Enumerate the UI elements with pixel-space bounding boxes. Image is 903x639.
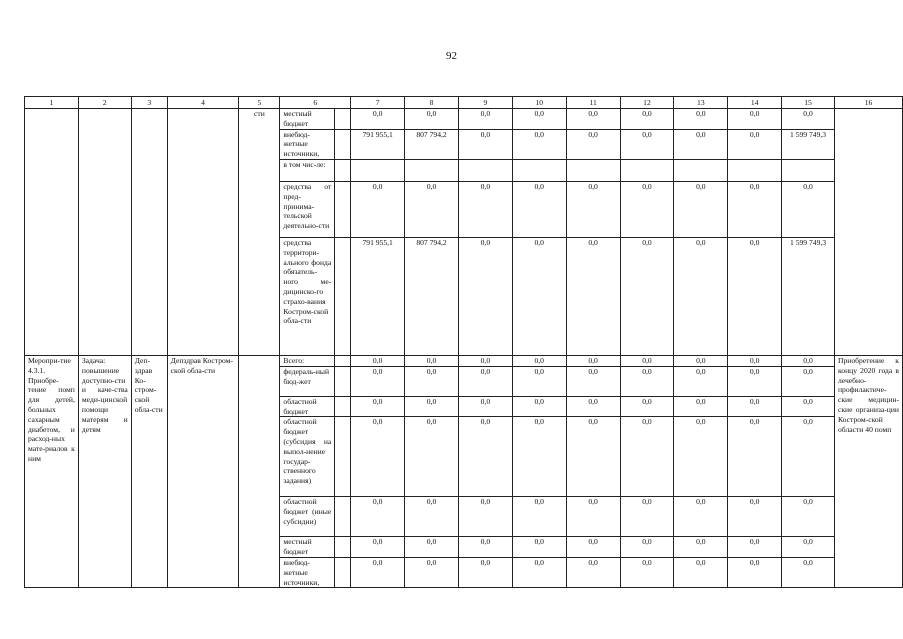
empty-cell [131, 109, 167, 356]
value-cell: 0,0 [674, 355, 728, 366]
value-cell: 0,0 [458, 366, 512, 396]
budget-table [24, 96, 903, 588]
value-cell: 1 599 749,3 [782, 129, 835, 159]
header-cell: 4 [167, 97, 239, 109]
value-cell [351, 159, 405, 181]
header-cell: 13 [674, 97, 728, 109]
value-cell: 0,0 [458, 237, 512, 355]
source-label: средства от пред-принима-тельской деятельно-сти [280, 181, 335, 237]
header-cell: 10 [512, 97, 566, 109]
source-label: в том чис-ле: [280, 159, 335, 181]
value-cell: 0,0 [512, 366, 566, 396]
value-cell: 0,0 [405, 181, 459, 237]
value-cell: 0,0 [512, 181, 566, 237]
value-cell: 0,0 [728, 537, 782, 558]
value-cell: 0,0 [405, 109, 459, 130]
value-cell: 0,0 [458, 109, 512, 130]
value-cell: 0,0 [566, 237, 620, 355]
value-cell: 0,0 [620, 417, 674, 497]
value-cell [405, 159, 459, 181]
coordinator-cell: Деп-здрав Ко-стром-ской обла-сти [131, 355, 167, 587]
value-cell [620, 159, 674, 181]
value-cell: 0,0 [351, 181, 405, 237]
value-cell: 0,0 [405, 396, 459, 417]
source-label: местный бюджет [280, 109, 335, 130]
header-cell: 8 [405, 97, 459, 109]
value-cell: 0,0 [674, 181, 728, 237]
value-cell: 0,0 [728, 355, 782, 366]
spacer-cell [335, 129, 351, 159]
value-cell: 0,0 [405, 497, 459, 537]
empty-cell [167, 109, 239, 356]
header-cell: 3 [131, 97, 167, 109]
value-cell: 0,0 [566, 366, 620, 396]
value-cell: 0,0 [782, 109, 835, 130]
value-cell: 0,0 [674, 417, 728, 497]
value-cell: 0,0 [674, 497, 728, 537]
spacer-cell [335, 497, 351, 537]
value-cell: 0,0 [405, 417, 459, 497]
value-cell [458, 159, 512, 181]
value-cell: 0,0 [566, 355, 620, 366]
value-cell: 0,0 [458, 129, 512, 159]
header-cell: 12 [620, 97, 674, 109]
value-cell: 0,0 [458, 557, 512, 587]
value-cell: 0,0 [566, 129, 620, 159]
value-cell: 0,0 [728, 396, 782, 417]
value-cell: 0,0 [620, 237, 674, 355]
source-label: Всего: [280, 355, 335, 366]
value-cell: 0,0 [620, 355, 674, 366]
value-cell: 0,0 [351, 417, 405, 497]
result-cell: Приобретение к концу 2020 года в лечебно-профилактиче-ские медицин-ские организа-ции Костром-ской области 40 помп [834, 355, 902, 587]
value-cell: 0,0 [512, 355, 566, 366]
value-cell: 0,0 [782, 355, 835, 366]
value-cell: 0,0 [566, 537, 620, 558]
value-cell: 0,0 [458, 355, 512, 366]
value-cell: 0,0 [566, 417, 620, 497]
value-cell [512, 159, 566, 181]
source-label: областной бюджет (иные субсидии) [280, 497, 335, 537]
spacer-cell [335, 396, 351, 417]
value-cell: 0,0 [566, 181, 620, 237]
value-cell: 0,0 [620, 537, 674, 558]
source-label: средства территори-ального фонда обязатель-ного ме-дицинско-го страхо-вания Костром-ской обла-сти [280, 237, 335, 355]
value-cell: 0,0 [674, 396, 728, 417]
spacer-cell [335, 355, 351, 366]
header-cell: 1 [25, 97, 79, 109]
value-cell: 0,0 [458, 396, 512, 417]
value-cell: 1 599 749,3 [782, 237, 835, 355]
spacer-cell [335, 366, 351, 396]
value-cell: 791 955,1 [351, 237, 405, 355]
value-cell: 0,0 [405, 557, 459, 587]
value-cell: 807 794,2 [405, 237, 459, 355]
value-cell: 0,0 [512, 417, 566, 497]
value-cell: 0,0 [512, 497, 566, 537]
value-cell: 0,0 [458, 497, 512, 537]
value-cell: 0,0 [351, 557, 405, 587]
value-cell: 0,0 [566, 396, 620, 417]
value-cell: 0,0 [566, 109, 620, 130]
header-cell: 9 [458, 97, 512, 109]
value-cell: 0,0 [782, 366, 835, 396]
value-cell: 0,0 [405, 355, 459, 366]
value-cell: 0,0 [620, 181, 674, 237]
value-cell: 0,0 [512, 396, 566, 417]
header-cell: 16 [834, 97, 902, 109]
value-cell: 0,0 [405, 537, 459, 558]
header-cell: 5 [239, 97, 280, 109]
empty-cell [834, 109, 902, 356]
value-cell: 0,0 [620, 497, 674, 537]
spacer-cell [335, 237, 351, 355]
empty-cell [25, 109, 79, 356]
value-cell: 0,0 [782, 417, 835, 497]
value-cell: 0,0 [674, 537, 728, 558]
value-cell: 0,0 [728, 497, 782, 537]
value-cell: 0,0 [351, 355, 405, 366]
source-label: внебюд-жетные источники, [280, 129, 335, 159]
value-cell: 0,0 [351, 109, 405, 130]
value-cell: 0,0 [351, 537, 405, 558]
value-cell: 0,0 [620, 557, 674, 587]
header-cell: 11 [566, 97, 620, 109]
page-number: 92 [446, 50, 457, 62]
value-cell: 0,0 [620, 129, 674, 159]
value-cell: 0,0 [620, 396, 674, 417]
table-row [25, 109, 903, 130]
value-cell: 0,0 [728, 181, 782, 237]
value-cell: 0,0 [458, 417, 512, 497]
value-cell: 0,0 [566, 497, 620, 537]
value-cell: 0,0 [512, 237, 566, 355]
value-cell: 0,0 [351, 396, 405, 417]
activity-cell: Меропри-тие 4.3.1. Приобре-тение помп для детей, больных сахарным диабетом, и расход-ных мате-риалов к ним [25, 355, 79, 587]
value-cell: 0,0 [782, 557, 835, 587]
value-cell: 0,0 [728, 237, 782, 355]
value-cell: 0,0 [405, 366, 459, 396]
spacer-cell [335, 109, 351, 130]
value-cell: 0,0 [351, 497, 405, 537]
value-cell: 0,0 [728, 129, 782, 159]
header-cell: 2 [78, 97, 131, 109]
value-cell: 0,0 [728, 417, 782, 497]
value-cell: 0,0 [728, 366, 782, 396]
value-cell: 0,0 [674, 237, 728, 355]
value-cell [782, 159, 835, 181]
value-cell: 0,0 [782, 537, 835, 558]
source-label: областной бюджет [280, 396, 335, 417]
table-row [25, 355, 903, 366]
empty-cell [239, 355, 280, 587]
executor-cell: Депздрав Костром-ской обла-сти [167, 355, 239, 587]
value-cell: 0,0 [512, 129, 566, 159]
value-cell: 0,0 [674, 366, 728, 396]
value-cell: 791 955,1 [351, 129, 405, 159]
header-cell: 15 [782, 97, 835, 109]
value-cell: 0,0 [620, 366, 674, 396]
value-cell: 0,0 [728, 109, 782, 130]
header-cell: 6 [280, 97, 351, 109]
source-label: внебюд-жетные источники, [280, 557, 335, 587]
header-row [25, 97, 903, 109]
value-cell: 0,0 [458, 537, 512, 558]
value-cell: 0,0 [458, 181, 512, 237]
value-cell: 0,0 [728, 557, 782, 587]
value-cell [566, 159, 620, 181]
value-cell: 0,0 [512, 537, 566, 558]
value-cell: 0,0 [512, 557, 566, 587]
spacer-cell [335, 537, 351, 558]
source-label: федераль-ный бюд-жет [280, 366, 335, 396]
value-cell: 0,0 [782, 181, 835, 237]
task-cell: Задача: повышение доступно-сти и каче-ства меди-цинской помощи матерям и детям [78, 355, 131, 587]
header-cell: 14 [728, 97, 782, 109]
col5-cell: сти [239, 109, 280, 356]
value-cell [674, 159, 728, 181]
spacer-cell [335, 557, 351, 587]
source-label: местный бюджет [280, 537, 335, 558]
value-cell [728, 159, 782, 181]
value-cell: 0,0 [512, 109, 566, 130]
value-cell: 0,0 [620, 109, 674, 130]
value-cell: 0,0 [351, 366, 405, 396]
spacer-cell [335, 181, 351, 237]
header-cell: 7 [351, 97, 405, 109]
value-cell: 0,0 [674, 557, 728, 587]
value-cell: 0,0 [782, 497, 835, 537]
value-cell: 807 794,2 [405, 129, 459, 159]
spacer-cell [335, 417, 351, 497]
value-cell: 0,0 [674, 109, 728, 130]
value-cell: 0,0 [782, 396, 835, 417]
source-label: областной бюджет (субсидия на выпол-нение государ-ственного задания) [280, 417, 335, 497]
empty-cell [78, 109, 131, 356]
spacer-cell [335, 159, 351, 181]
value-cell: 0,0 [566, 557, 620, 587]
value-cell: 0,0 [674, 129, 728, 159]
